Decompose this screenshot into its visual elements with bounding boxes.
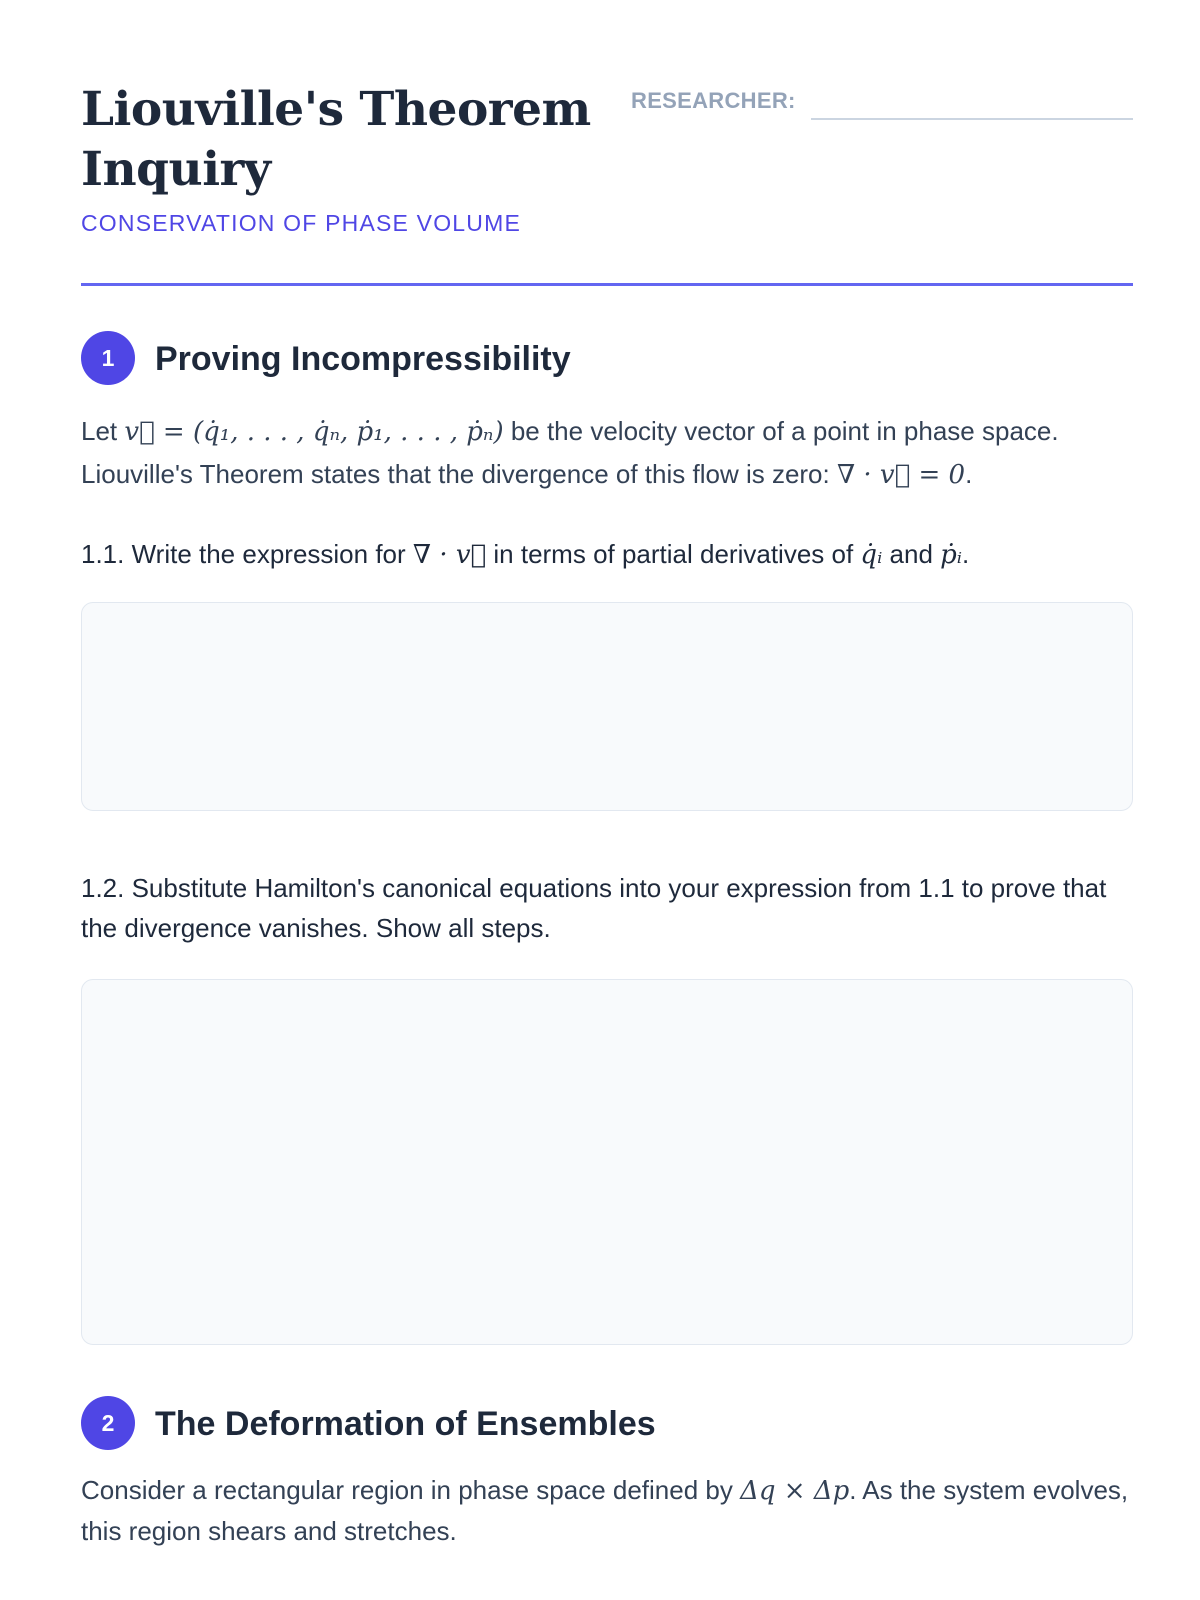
section-title: Proving Incompressibility [155,340,571,378]
question-text: . [962,539,970,569]
section-number-badge: 2 [81,1396,135,1450]
intro-text: Let [81,416,125,446]
answer-box-1-1[interactable] [81,602,1133,811]
intro-text: Consider a rectangular region in phase space defined by [81,1475,741,1505]
page-subtitle: CONSERVATION OF PHASE VOLUME [81,210,522,236]
intro-text: . [965,459,973,489]
p-dot-formula: ṗᵢ [940,540,962,570]
phase-region-formula: Δq × Δp [740,1476,850,1506]
question-text: and [882,539,941,569]
divergence-zero-formula: ∇ · v⃗ = 0 [836,460,966,490]
worksheet-header [81,0,1133,286]
velocity-vector-formula: v⃗ = (q̇₁, . . . , q̇ₙ, ṗ₁, . . . , ṗₙ) [124,417,504,447]
question-text: 1.1. Write the expression for [81,539,413,569]
researcher-label: RESEARCHER: [631,88,796,113]
worksheet-page [81,0,1133,1546]
section-1-intro [81,410,1133,496]
header-divider [81,283,1133,286]
question-text: in terms of partial derivatives of [486,539,861,569]
intro-text: be the velocity vector of a point in phase space. Liouville's Theorem states that the divergence of this flow is zero: [81,416,1059,489]
answer-box-1-2[interactable] [81,979,1133,1345]
page-title: Liouville's Theorem Inquiry [81,82,591,197]
section-2 [81,1396,1133,1551]
question-1-2: 1.2. Substitute Hamilton's canonical equations into your expression from 1.1 to prove that the divergence vanishes. Show all steps. [81,873,1107,943]
divergence-formula: ∇ · v⃗ [412,540,487,570]
section-title: The Deformation of Ensembles [155,1405,656,1443]
question-1-1 [81,534,1133,575]
q-dot-formula: q̇ᵢ [860,540,883,570]
section-1-heading [81,331,1133,387]
section-1 [81,331,1133,1345]
section-2-intro [81,1470,1133,1551]
researcher-name-input[interactable] [811,118,1133,120]
section-2-heading [81,1396,1133,1452]
intro-text: . As the system evolves, this region shears and stretches. [81,1475,1129,1546]
section-number-badge: 1 [81,331,135,385]
researcher-field [631,86,1133,122]
